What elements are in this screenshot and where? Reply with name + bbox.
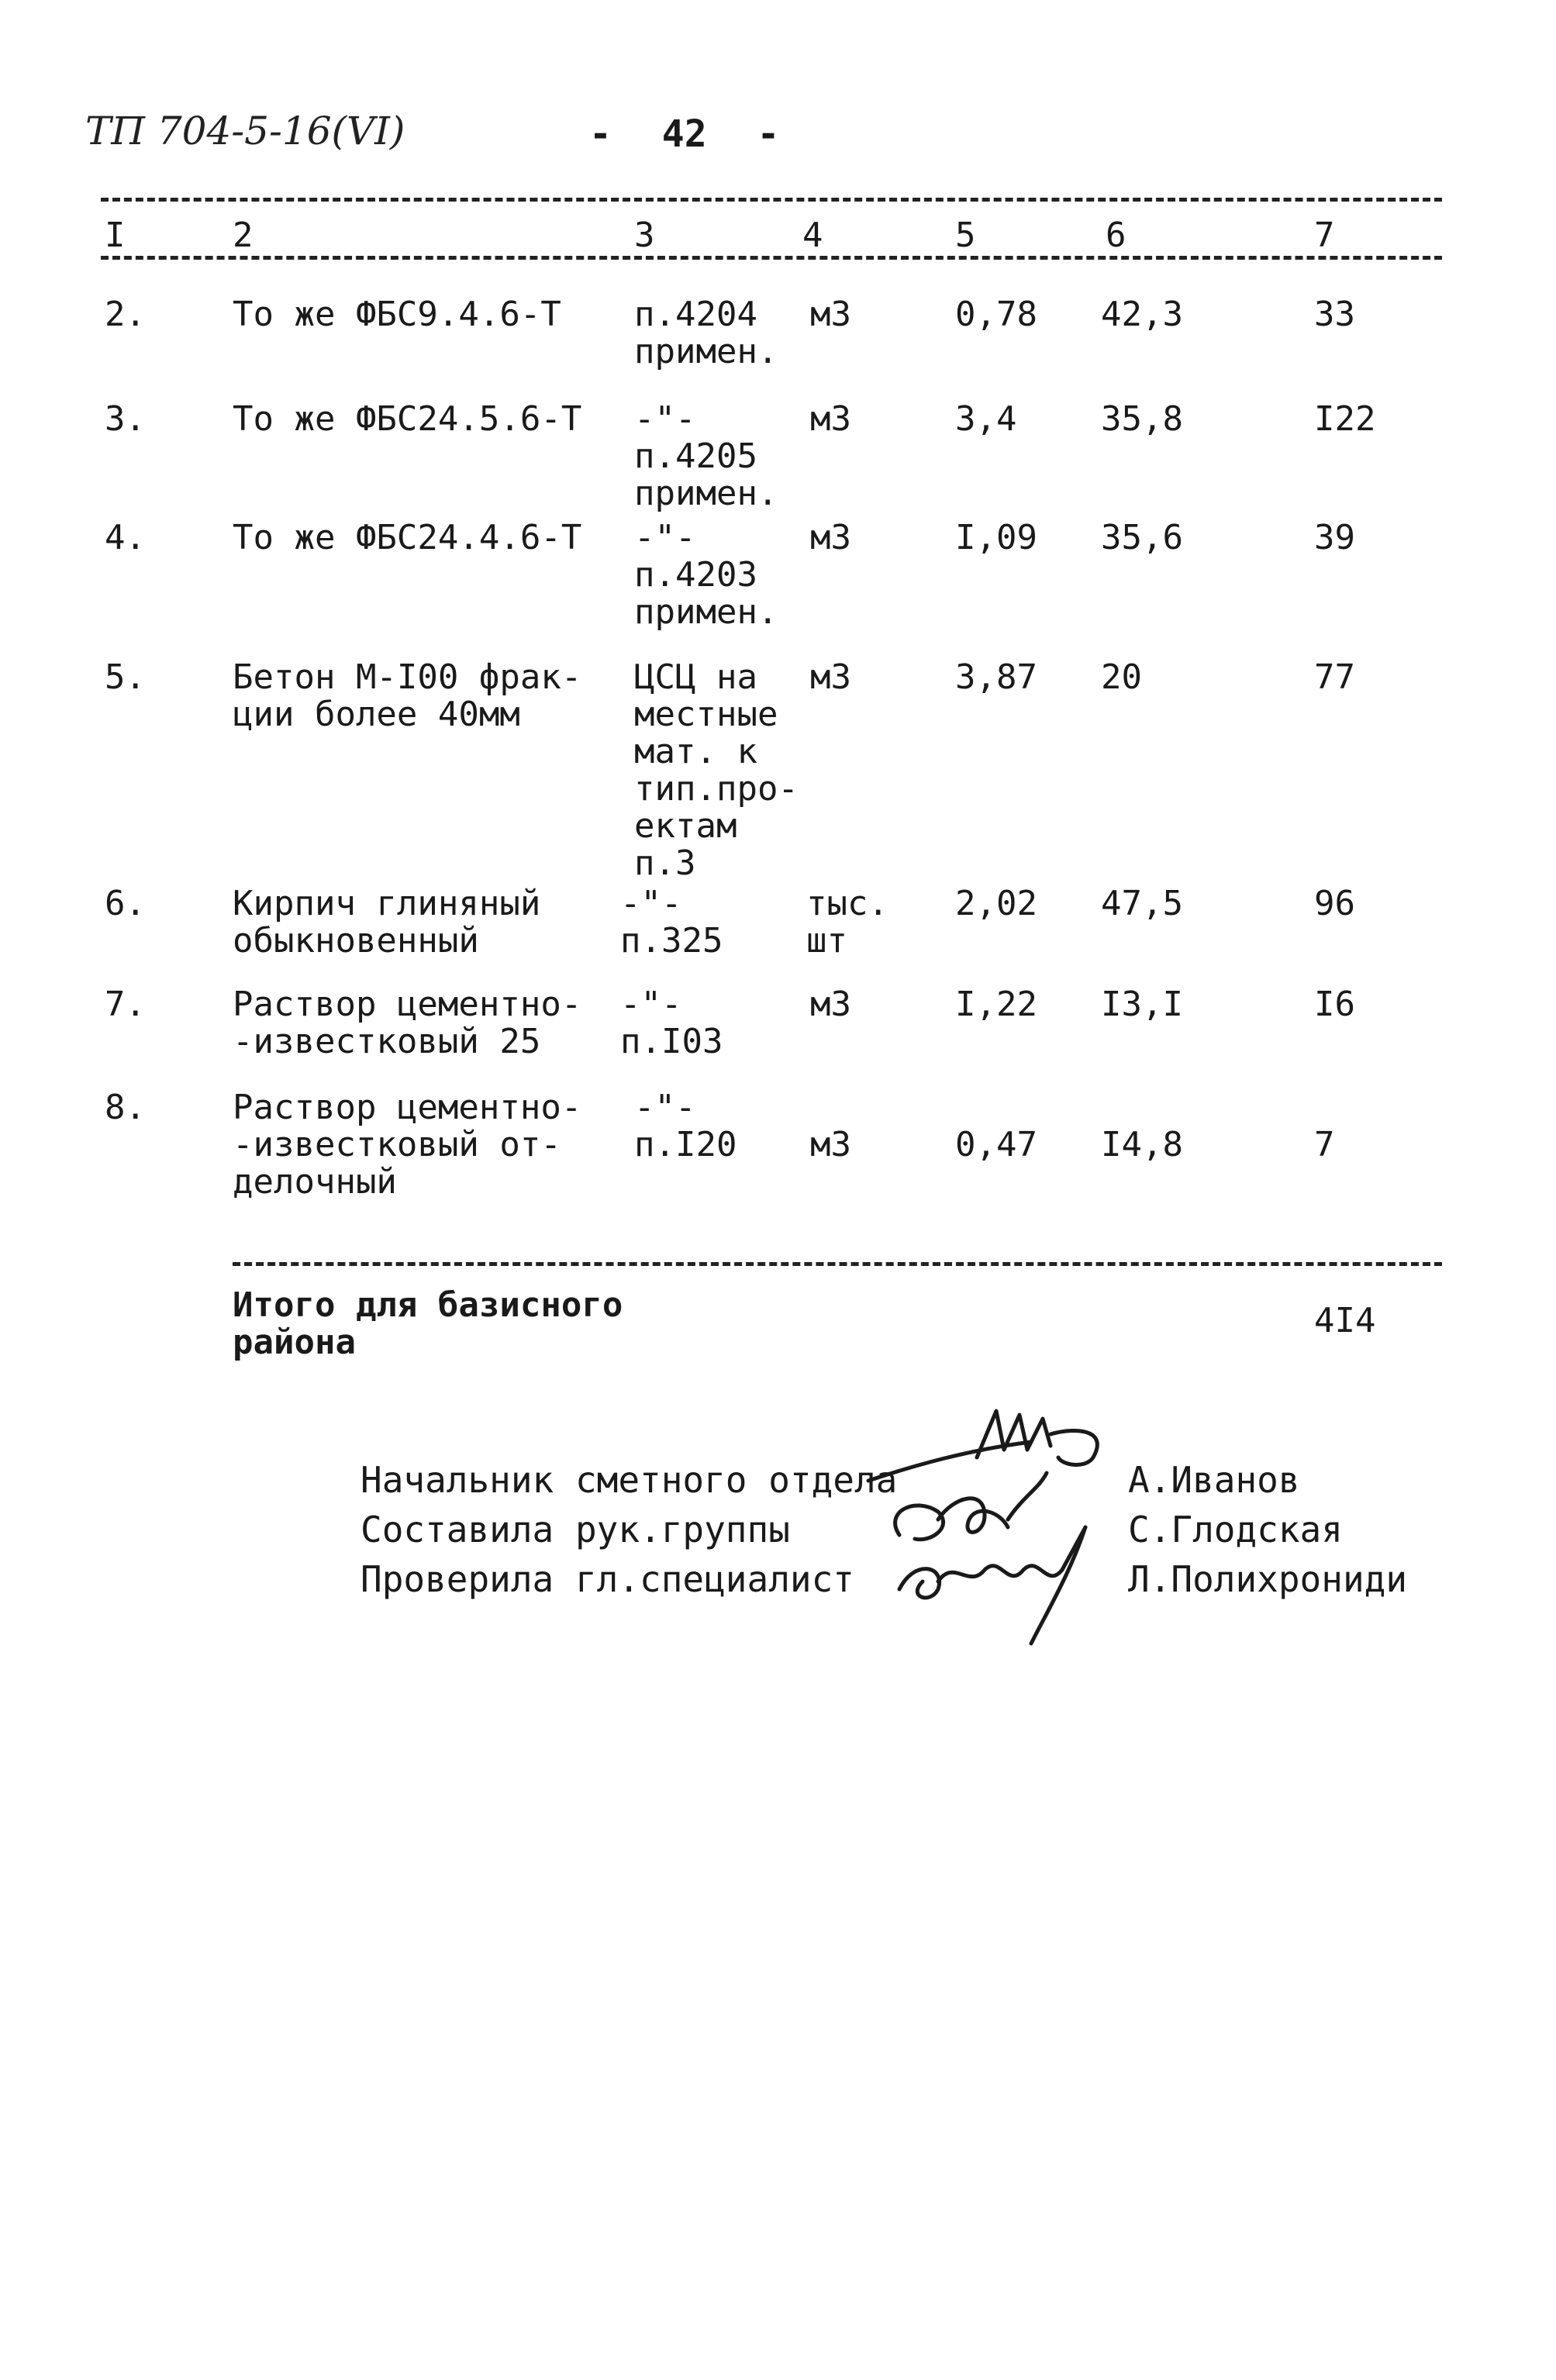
- signatory-role: Начальник сметного отдела: [361, 1459, 898, 1501]
- row-number: 7.: [105, 985, 146, 1024]
- item-price: 42,3: [1101, 295, 1183, 334]
- item-quantity: 2,02: [955, 884, 1037, 923]
- item-total: 7: [1314, 1125, 1335, 1164]
- summary-total: 4I4: [1314, 1301, 1376, 1340]
- item-price: I4,8: [1101, 1125, 1183, 1164]
- column-number-2: 2: [233, 216, 254, 255]
- row-number: 6.: [105, 884, 146, 923]
- item-name: Раствор цементно- -известковый от- делочный: [233, 1088, 582, 1202]
- item-reference: -"- п.4205 примен.: [634, 399, 778, 513]
- item-total: 39: [1314, 518, 1355, 557]
- item-name: Раствор цементно- -известковый 25: [233, 985, 582, 1061]
- item-unit: м3: [810, 295, 851, 334]
- signatory-role: Составила рук.группы: [361, 1509, 790, 1550]
- row-number: 4.: [105, 518, 146, 557]
- row-number: 8.: [105, 1088, 146, 1127]
- item-reference: -"- п.I20: [634, 1088, 737, 1164]
- summary-divider: [233, 1262, 1442, 1266]
- item-name: Бетон М-I00 фрак- ции более 40мм: [233, 657, 582, 734]
- column-number-3: 3: [634, 216, 655, 255]
- column-number-4: 4: [802, 216, 823, 255]
- row-number: 2.: [105, 295, 146, 334]
- item-price: 35,8: [1101, 399, 1183, 439]
- summary-label: Итого для базисного района: [233, 1285, 623, 1362]
- item-name: То же ФБС24.4.6-Т: [233, 518, 582, 557]
- item-unit: м3: [810, 1125, 851, 1164]
- item-name: То же ФБС9.4.6-Т: [233, 295, 561, 334]
- item-reference: -"- п.4203 примен.: [634, 518, 778, 632]
- item-quantity: I,09: [955, 518, 1037, 557]
- document-code: ТП 704-5-16(VI): [85, 109, 405, 153]
- signatory-name: Л.Полихрониди: [1128, 1558, 1408, 1600]
- header-bottom-divider: [101, 256, 1442, 260]
- item-total: I6: [1314, 985, 1355, 1024]
- item-name: Кирпич глиняный обыкновенный: [233, 884, 541, 961]
- item-unit: м3: [810, 518, 851, 557]
- item-quantity: 3,87: [955, 657, 1037, 697]
- item-unit: м3: [810, 985, 851, 1024]
- item-quantity: I,22: [955, 985, 1037, 1024]
- item-quantity: 0,47: [955, 1125, 1037, 1164]
- row-number: 5.: [105, 657, 146, 697]
- item-price: 35,6: [1101, 518, 1183, 557]
- item-reference: -"- п.325: [620, 884, 723, 961]
- signatory-role: Проверила гл.специалист: [361, 1558, 854, 1600]
- table-top-divider: [101, 198, 1442, 202]
- column-number-6: 6: [1106, 216, 1126, 255]
- signatory-name: А.Иванов: [1128, 1459, 1300, 1501]
- row-number: 3.: [105, 399, 146, 439]
- item-unit: м3: [810, 657, 851, 697]
- item-price: 20: [1101, 657, 1142, 697]
- column-number-7: 7: [1314, 216, 1335, 255]
- page-number: - 42 -: [589, 112, 780, 156]
- signatory-name: С.Глодская: [1128, 1509, 1343, 1550]
- item-reference: п.4204 примен.: [634, 295, 778, 371]
- signature-scribbles: [853, 1403, 1147, 1651]
- item-price: 47,5: [1101, 884, 1183, 923]
- item-name: То же ФБС24.5.6-Т: [233, 399, 582, 439]
- item-total: 77: [1314, 657, 1355, 697]
- item-unit: м3: [810, 399, 851, 439]
- item-quantity: 3,4: [955, 399, 1017, 439]
- item-unit: тыс. шт: [806, 884, 888, 961]
- item-total: 96: [1314, 884, 1355, 923]
- item-total: 33: [1314, 295, 1355, 334]
- item-reference: -"- п.I03: [620, 985, 723, 1061]
- item-total: I22: [1314, 399, 1376, 439]
- handwritten-signatures: [853, 1403, 1147, 1651]
- item-reference: ЦСЦ на местные мат. к тип.про- ектам п.3: [634, 657, 799, 883]
- column-number-5: 5: [955, 216, 976, 255]
- item-price: I3,I: [1101, 985, 1183, 1024]
- item-quantity: 0,78: [955, 295, 1037, 334]
- column-number-1: I: [105, 216, 126, 255]
